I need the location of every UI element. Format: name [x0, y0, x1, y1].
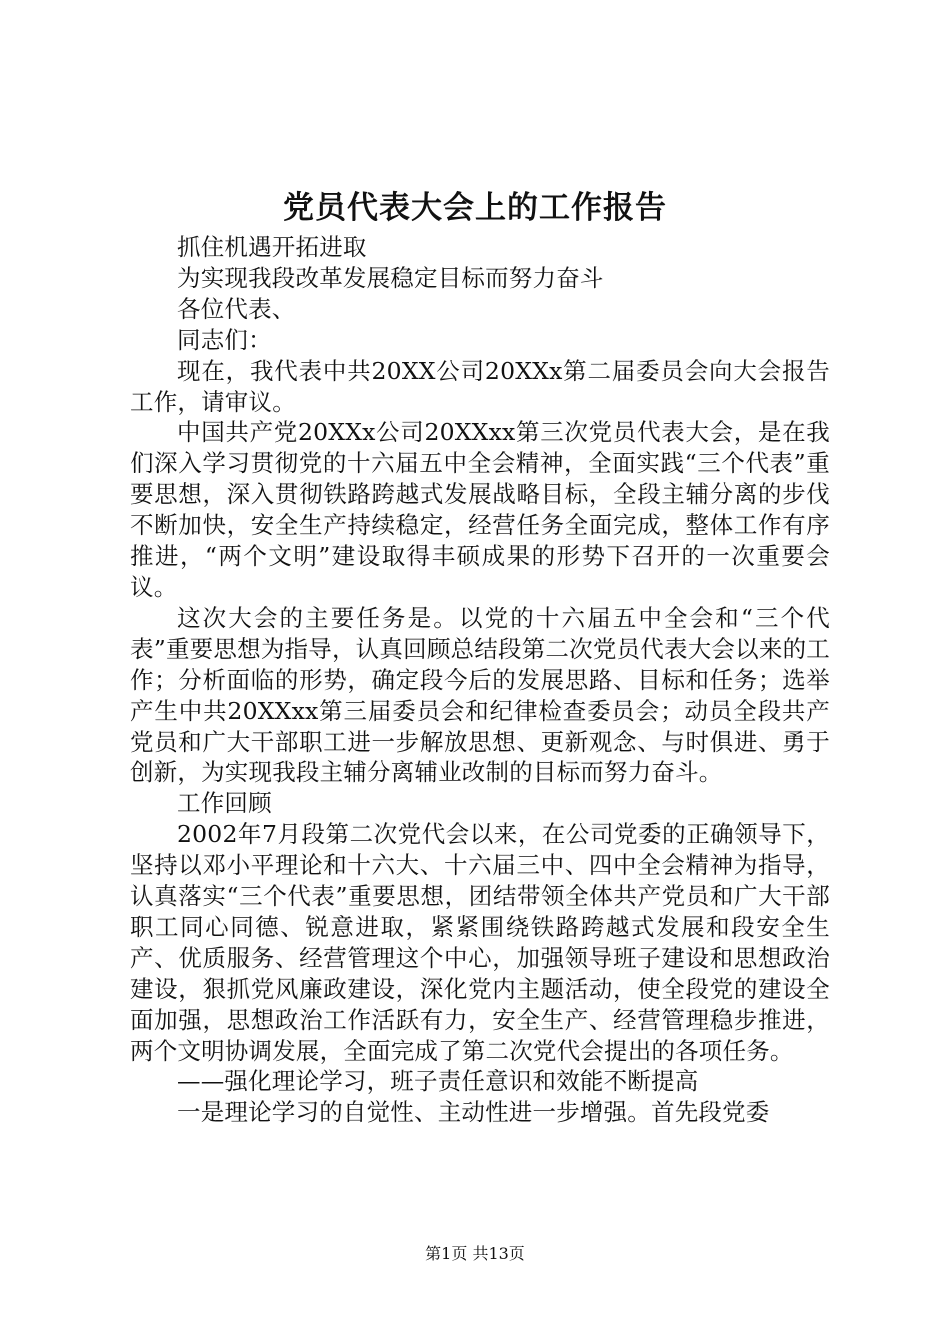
document-title: 党员代表大会上的工作报告 — [283, 190, 667, 226]
paragraph-theory-study: 一是理论学习的自觉性、主动性进一步增强。首先段党委 — [177, 1098, 770, 1127]
section-heading-review: 工作回顾 — [177, 789, 272, 818]
paragraph-salutation-2: 同志们： — [177, 325, 272, 354]
paragraph-opening: 现在，我代表中共20XX公司20XXx第二届委员会向大会报告工作，请审议。 — [130, 356, 830, 416]
document-body — [130, 232, 830, 1128]
paragraph-subtitle-1: 抓住机遇开拓进取 — [177, 233, 367, 261]
page-number: 第1页 共13页 — [425, 1244, 525, 1263]
paragraph-review: 2002年7月段第二次党代会以来，在公司党委的正确领导下，坚持以邓小平理论和十六大、十六届三中、四中全会精神为指导，认真落实“三个代表”重要思想，团结带领全体共产党员和广大干部职工同心同德、锐意进取，紧紧围绕铁路跨越式发展和段安全生产、优质服务、经营管理这个中心，加强领导班子建设和思想政治建设，狠抓党风廉政建设，深化党内主题活动，使全段党的建设全面加强，思想政治工作活跃有力，安全生产、经营管理稳步推进，两个文明协调发展，全面完成了第二次党代会提出的各项任务。 — [130, 820, 830, 1065]
paragraph-background: 中国共产党20XXx公司20XXxx第三次党员代表大会，是在我们深入学习贯彻党的十六届五中全会精神，全面实践“三个代表”重要思想，深入贯彻铁路跨越式发展战略目标，全段主辅分离的步伐不断加快，安全生产持续稳定，经营任务全面完成，整体工作有序推进，“两个文明”建设取得丰硕成果的形势下召开的一次重要会议。 — [130, 418, 830, 601]
paragraph-subtitle-2: 为实现我段改革发展稳定目标而努力奋斗 — [177, 263, 604, 292]
paragraph-salutation-1: 各位代表、 — [177, 294, 296, 323]
subsection-heading-theory: ——强化理论学习，班子责任意识和效能不断提高 — [177, 1067, 699, 1096]
paragraph-main-tasks: 这次大会的主要任务是。以党的十六届五中全会和“三个代表”重要思想为指导，认真回顾总结段第二次党员代表大会以来的工作；分析面临的形势，确定段今后的发展思路、目标和任务；选举产生中共20XXxx第三届委员会和纪律检查委员会；动员全段共产党员和广大干部职工进一步解放思想、更新观念、与时俱进、勇于创新，为实现我段主辅分离辅业改制的目标而努力奋斗。 — [130, 603, 830, 787]
